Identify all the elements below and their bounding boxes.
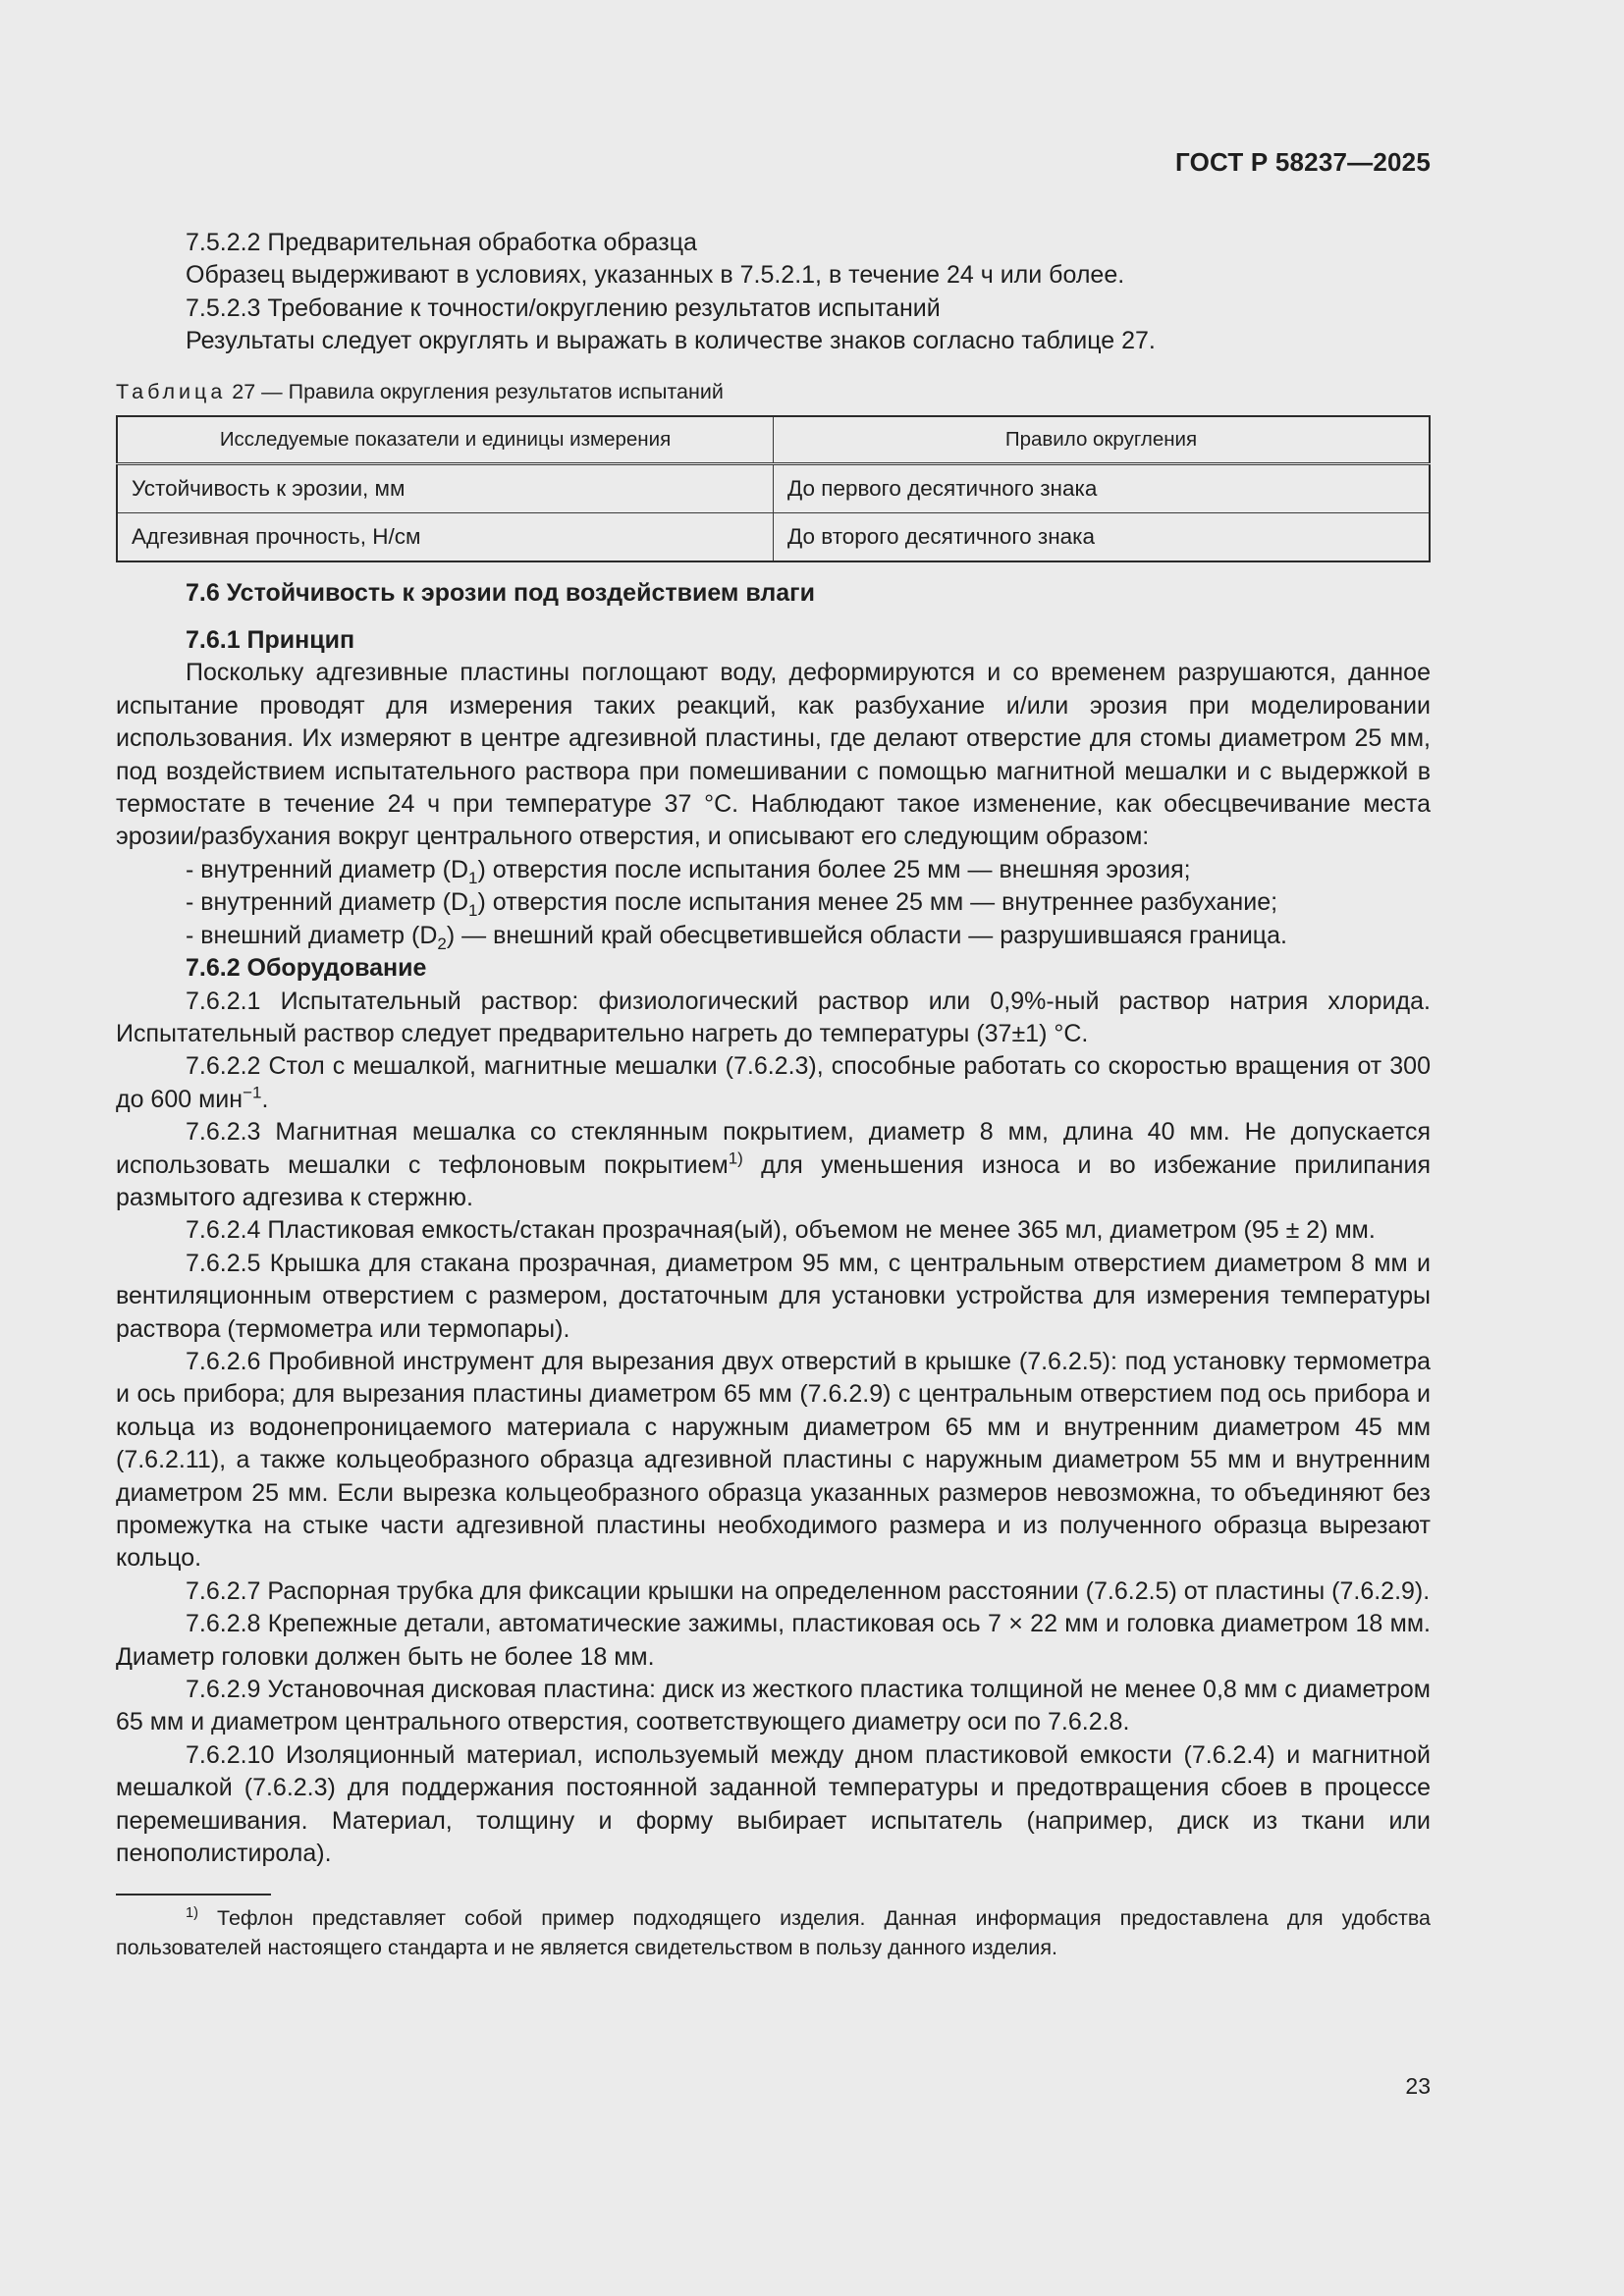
footnote-marker: 1) <box>186 1905 198 1922</box>
list-item-text: ) — внешний край обесцветившейся области — разрушившаяся граница. <box>446 921 1287 949</box>
table-row <box>117 463 1430 512</box>
rounding-rules-table <box>116 415 1431 562</box>
table-header-cell: Исследуемые показатели и единицы измерения <box>117 416 774 464</box>
clause-7-5-2-3-text: Результаты следует округлять и выражать в количестве знаков согласно таблице 27. <box>186 327 1156 355</box>
table-caption-title: 27 — Правила округления результатов испытаний <box>226 379 724 403</box>
clause-text: для уменьшения износа и во избежание прилипания размытого адгезива к стержню. <box>116 1150 1431 1211</box>
footnote <box>116 1903 1431 1962</box>
clause-7-6-2-6: 7.6.2.6 Пробивной инструмент для вырезания двух отверстий в крышке (7.6.2.5): под установку термометра и ось прибора; для вырезания пластины диаметром 65 мм (7.6.2.9) с центральным отверстием под ось прибора и кольца из водонепроницаемого материала с наружным диаметром 65 мм и внутренним диаметром 45 мм (7.6.2.11), а также кольцеобразного образца адгезивной пластины с наружным диаметром 55 мм и внутренним диаметром 25 мм. Если вырезка кольцеобразного образца указанных размеров невозможна, то объединяют без промежутка на стыке части адгезивной пластины необходимого размера и из полученного образца вырезают кольцо. <box>116 1347 1431 1573</box>
subscript: 1 <box>468 868 478 887</box>
standard-code-header: ГОСТ Р 58237—2025 <box>1175 147 1431 177</box>
table-row <box>117 512 1430 561</box>
clause-7-6-2-1: 7.6.2.1 Испытательный раствор: физиологический раствор или 0,9%-ный раствор натрия хлорида. Испытательный раствор следует предварительно нагреть до температуры (37±1) °С. <box>116 987 1431 1047</box>
subscript: 2 <box>437 934 447 953</box>
clause-text: . <box>261 1085 269 1113</box>
clause-7-6-2-8: 7.6.2.8 Крепежные детали, автоматические зажимы, пластиковая ось 7 × 22 мм и головка диаметром 18 мм. Диаметр головки должен быть не более 18 мм. <box>116 1610 1431 1671</box>
clause-7-6-2-9: 7.6.2.9 Установочная дисковая пластина: диск из жесткого пластика толщиной не менее 0,8 мм с диаметром 65 мм и диаметром центрального отверстия, соответствующего диаметру оси по 7.6.2.8. <box>116 1676 1431 1736</box>
clause-7-6-2-2 <box>116 1050 1431 1116</box>
table-cell: Устойчивость к эрозии, мм <box>117 463 774 512</box>
list-item-text: - внутренний диаметр (D <box>186 855 469 883</box>
clause-7-6-2-7: 7.6.2.7 Распорная трубка для фиксации крышки на определенном расстоянии (7.6.2.5) от пластины (7.6.2.9). <box>186 1576 1431 1605</box>
section-7-6-1-title: 7.6.1 Принцип <box>186 626 355 655</box>
clause-7-6-2-5: 7.6.2.5 Крышка для стакана прозрачная, диаметром 95 мм, с центральным отверстием диаметром 8 мм и вентиляционным отверстием с размером, достаточным для установки устройства для измерения температуры раствора (термометра или термопары). <box>116 1249 1431 1343</box>
list-item-text: - внутренний диаметр (D <box>186 888 469 917</box>
clause-7-6-2-10: 7.6.2.10 Изоляционный материал, используемый между дном пластиковой емкости (7.6.2.4) и магнитной мешалкой (7.6.2.3) для поддержания постоянной заданной температуры и предотвращения сбоев в процессе перемешивания. Материал, толщину и форму выбирает испытатель (например, диск из ткани или пенополистирола). <box>116 1740 1431 1868</box>
section-7-6-title: 7.6 Устойчивость к эрозии под воздействием влаги <box>186 578 815 607</box>
list-item <box>116 920 1431 952</box>
clause-text: 7.6.2.2 Стол с мешалкой, магнитные мешалки (7.6.2.3), способные работать со скоростью вращения от 300 до 600 мин <box>116 1052 1431 1113</box>
footnote-reference: 1) <box>728 1148 743 1168</box>
footnote-text: Тефлон представляет собой пример подходящего изделия. Данная информация предоставлена для удобства пользователей настоящего стандарта и не является свидетельством в пользу данного изделия. <box>116 1906 1431 1960</box>
page-number: 23 <box>1405 2073 1431 2099</box>
list-item <box>116 886 1431 919</box>
superscript: −1 <box>243 1083 262 1102</box>
table-cell: До первого десятичного знака <box>774 463 1431 512</box>
section-7-6-2-title: 7.6.2 Оборудование <box>186 954 427 983</box>
table-header-row <box>117 416 1430 464</box>
clause-7-5-2-2-text: Образец выдерживают в условиях, указанных в 7.5.2.1, в течение 24 ч или более. <box>186 261 1125 290</box>
table-header-cell: Правило округления <box>774 416 1431 464</box>
clause-7-6-2-3 <box>116 1116 1431 1214</box>
clause-text: 7.6.2.3 Магнитная мешалка со стеклянным покрытием, диаметр 8 мм, длина 40 мм. Не допускается использовать мешалки с тефлоновым покрытием <box>116 1118 1431 1179</box>
table-cell: До второго десятичного знака <box>774 512 1431 561</box>
section-7-6-1-paragraph: Поскольку адгезивные пластины поглощают воду, деформируются и со временем разрушаются, данное испытание проводят для измерения таких реакций, как разбухание и/или эрозия при моделировании использования. Их измеряют в центре адгезивной пластины, где делают отверстие для стомы диаметром 25 мм, под воздействием испытательного раствора при помешивании с помощью магнитной мешалки и с выдержкой в термостате в течение 24 ч при температуре 37 °С. Наблюдают такое изменение, как обесцвечивание места эрозии/разбухания вокруг центрального отверстия, и описывают его следующим образом: <box>116 659 1431 851</box>
list-item <box>116 854 1431 886</box>
list-item-text: ) отверстия после испытания менее 25 мм — внутреннее разбухание; <box>477 888 1278 917</box>
subscript: 1 <box>468 901 478 921</box>
page-content <box>116 227 1431 1962</box>
footnote-separator <box>116 1894 271 1896</box>
clause-7-5-2-2-title: 7.5.2.2 Предварительная обработка образца <box>186 229 697 256</box>
table-caption-prefix: Таблица <box>116 379 227 403</box>
clause-7-5-2-3-title: 7.5.2.3 Требование к точности/округлению результатов испытаний <box>186 294 941 322</box>
table-caption <box>116 377 1431 406</box>
list-item-text: ) отверстия после испытания более 25 мм — внешняя эрозия; <box>477 855 1191 883</box>
clause-7-6-2-4: 7.6.2.4 Пластиковая емкость/стакан прозрачная(ый), объемом не менее 365 мл, диаметром (95 ± 2) мм. <box>186 1216 1376 1245</box>
list-item-text: - внешний диаметр (D <box>186 921 438 949</box>
table-cell: Адгезивная прочность, Н/см <box>117 512 774 561</box>
